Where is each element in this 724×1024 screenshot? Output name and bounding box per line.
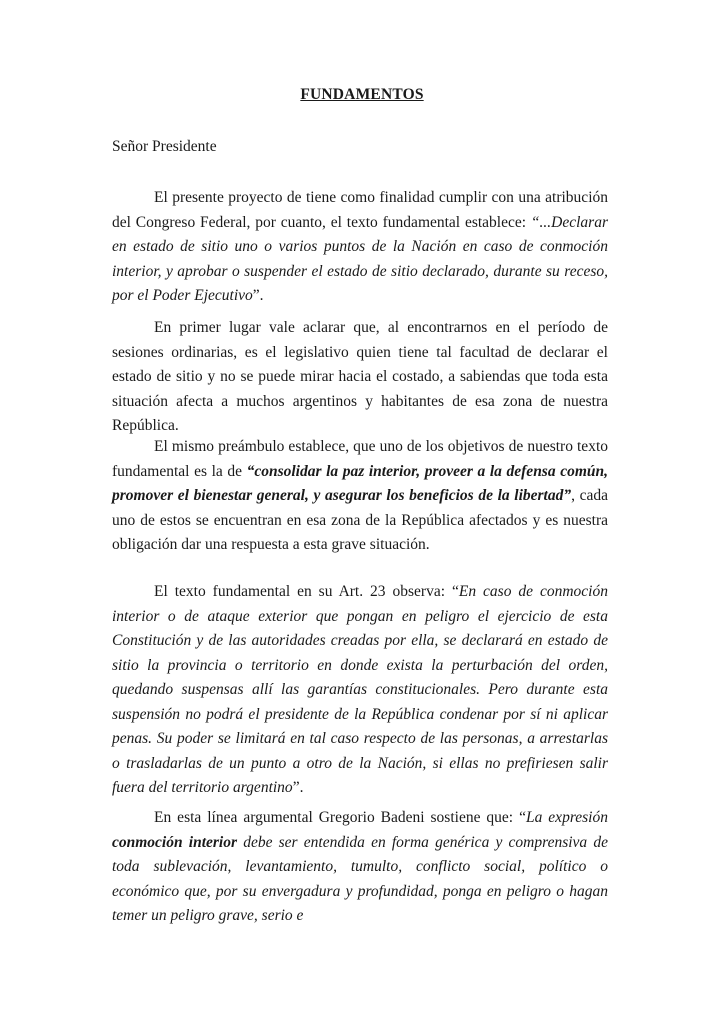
paragraph-1-end: ”. [252,287,264,304]
paragraph-4-text: El texto fundamental en su Art. 23 observa: “ [154,583,459,600]
paragraph-1-quote: “...Declarar en estado de sitio uno o varios puntos de la Nación en caso de conmoción interior, y aprobar o suspender el estado de sitio declarado, durante su receso, por el Poder Ejecutivo [112,213,608,304]
paragraph-4-quote: En caso de conmoción interior o de ataque exterior que pongan en peligro el ejercicio de esta Constitución y de las autoridades creadas por ella, se declarará en estado de sitio la provincia o territorio en donde exista la perturbación del orden, quedando suspensas allí las garantías constitucionales. Pero durante esta suspensión no podrá el presidente de la República condenar por sí ni aplicar penas. Su poder se limitará en tal caso respecto de las personas, a arrestarlas o trasladarlas de un punto a otro de la Nación, si ellas no prefiriesen salir fuera del territorio argentino [112,583,608,796]
salutation: Señor Presidente [112,138,217,155]
paragraph-4 [112,580,608,801]
paragraph-5 [112,806,608,929]
paragraph-1 [112,186,608,309]
paragraph-4-end: ”. [292,779,304,796]
paragraph-3 [112,435,608,558]
paragraph-3-end: , cada uno de estos se encuentran en esa zona de la República afectados y es nuestra obligación dar una respuesta a esta grave situación. [112,487,608,553]
paragraph-3-text: El mismo preámbulo establece, que uno de los objetivos de nuestro texto fundamental es la de [112,438,608,480]
paragraph-5-quote-start: La expresión [525,809,608,826]
paragraph-3-quote: “consolidar la paz interior, proveer a la defensa común, promover el bienestar general, y asegurar los beneficios de la libertad” [112,462,608,504]
paragraph-2-text: En primer lugar vale aclarar que, al encontrarnos en el período de sesiones ordinarias, es el legislativo quien tiene tal facultad de declarar el estado de sitio y no se puede mirar hacia el costado, a sabiendas que toda esta situación afecta a muchos argentinos y habitantes de esa zona de nuestra República. [112,319,608,434]
paragraph-5-emphasis: conmoción interior [112,833,238,851]
paragraph-5-quote-rest: debe ser entendida en forma genérica y comprensiva de toda sublevación, levantamiento, tumulto, conflicto social, político o económico que, por su envergadura y profundidad, ponga en peligro o hagan temer un peligro grave, serio e [112,833,608,924]
document-title: FUNDAMENTOS [300,86,424,103]
paragraph-5-text: En esta línea argumental Gregorio Badeni sostiene que: “ [154,809,526,826]
paragraph-2 [112,316,608,439]
paragraph-1-text: El presente proyecto de tiene como finalidad cumplir con una atribución del Congreso Federal, por cuanto, el texto fundamental establece: [112,189,608,231]
